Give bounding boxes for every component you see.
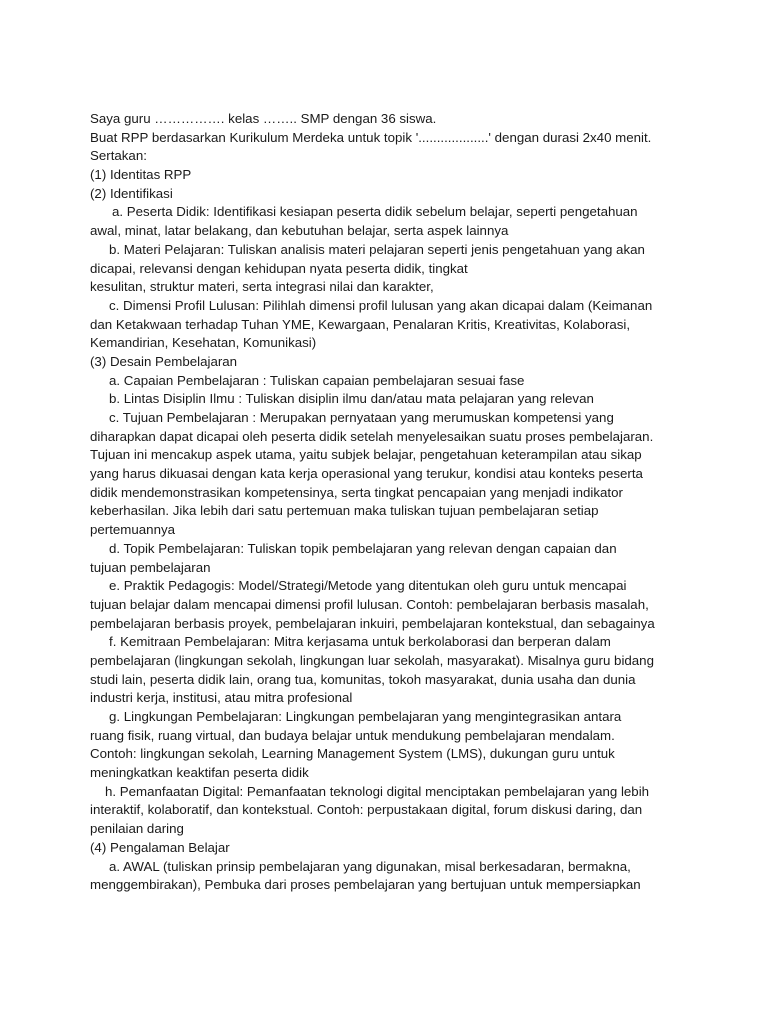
- text-line: awal, minat, latar belakang, dan kebutuhan belajar, serta aspek lainnya: [90, 223, 509, 239]
- list-item-line: g. Lingkungan Pembelajaran: Lingkungan pembelajaran yang mengintegrasikan antara: [109, 709, 622, 724]
- text-line: Contoh: lingkungan sekolah, Learning Management System (LMS), dukungan guru untuk: [90, 746, 615, 762]
- text-line: industri kerja, institusi, atau mitra profesional: [90, 690, 353, 706]
- document-body: [90, 110, 690, 895]
- list-item-line: b. Lintas Disiplin Ilmu : Tuliskan disiplin ilmu dan/atau mata pelajaran yang relevan: [109, 391, 594, 407]
- text-line: keberhasilan. Jika lebih dari satu pertemuan maka tuliskan tujuan pembelajaran setiap: [90, 503, 599, 519]
- text-line: didik mendemonstrasikan kompetensinya, serta tingkat pencapaian yang menjadi indikator: [90, 484, 623, 500]
- text-line: kesulitan, struktur materi, serta integrasi nilai dan karakter,: [90, 279, 434, 295]
- text-line: Buat RPP berdasarkan Kurikulum Merdeka untuk topik '...................' dengan durasi 2x40 menit.: [90, 129, 652, 145]
- text-line: pembelajaran berbasis proyek, pembelajaran inkuiri, pembelajaran kontekstual, dan sebagainya: [90, 615, 655, 631]
- list-item-line: d. Topik Pembelajaran: Tuliskan topik pembelajaran yang relevan dengan capaian dan: [109, 540, 617, 556]
- section-heading: (2) Identifikasi: [90, 185, 173, 201]
- text-line: interaktif, kolaboratif, dan kontekstual. Contoh: perpustakaan digital, forum diskusi daring, dan: [90, 802, 643, 818]
- text-line: diharapkan dapat dicapai oleh peserta didik setelah menyelesaikan suatu proses pembelajaran.: [90, 428, 654, 444]
- text-line: meningkatkan keaktifan peserta didik: [90, 765, 309, 781]
- section-heading: (3) Desain Pembelajaran: [90, 353, 238, 369]
- text-line: dan Ketakwaan terhadap Tuhan YME, Kewargaan, Penalaran Kritis, Kreativitas, Kolaborasi,: [90, 316, 631, 332]
- text-line: ruang fisik, ruang virtual, dan budaya belajar untuk mendukung pembelajaran mendalam.: [90, 727, 615, 743]
- list-item-line: c. Tujuan Pembelajaran : Merupakan pernyataan yang merumuskan kompetensi yang: [109, 410, 614, 425]
- text-line: menggembirakan), Pembuka dari proses pembelajaran yang bertujuan untuk mempersiapkan: [90, 877, 641, 893]
- text-line: pembelajaran (lingkungan sekolah, lingkungan luar sekolah, masyarakat). Misalnya guru bidang: [90, 652, 654, 668]
- text-line: penilaian daring: [90, 821, 184, 837]
- text-line: Saya guru ……………. kelas …….. SMP dengan 36 siswa.: [90, 111, 437, 126]
- list-item-line: a. AWAL (tuliskan prinsip pembelajaran yang digunakan, misal berkesadaran, bermakna,: [109, 858, 631, 874]
- list-item-line: c. Dimensi Profil Lulusan: Pilihlah dimensi profil lulusan yang akan dicapai dalam (Keimanan: [109, 297, 653, 313]
- text-line: yang harus dikuasai dengan kata kerja operasional yang terukur, kondisi atau konteks peserta: [90, 466, 643, 482]
- text-line: studi lain, peserta didik lain, orang tua, komunitas, tokoh masyarakat, dunia usaha dan dunia: [90, 671, 636, 687]
- text-line: Sertakan:: [90, 148, 147, 164]
- list-item-line: f. Kemitraan Pembelajaran: Mitra kerjasama untuk berkolaborasi dan berperan dalam: [109, 634, 611, 650]
- text-line: tujuan belajar dalam mencapai dimensi profil lulusan. Contoh: pembelajaran berbasis masalah,: [90, 596, 649, 612]
- list-item-line: h. Pemanfaatan Digital: Pemanfaatan teknologi digital menciptakan pembelajaran yang lebih: [105, 783, 650, 799]
- list-item-line: b. Materi Pelajaran: Tuliskan analisis materi pelajaran seperti jenis pengetahuan yang akan: [109, 241, 645, 257]
- text-line: dicapai, relevansi dengan kehidupan nyata peserta didik, tingkat: [90, 260, 468, 276]
- text-line: pertemuannya: [90, 522, 176, 538]
- text-line: tujuan pembelajaran: [90, 559, 211, 575]
- list-item-line: a. Peserta Didik: Identifikasi kesiapan peserta didik sebelum belajar, seperti pengetahuan: [112, 204, 638, 220]
- section-heading: (4) Pengalaman Belajar: [90, 839, 230, 855]
- list-item-line: a. Capaian Pembelajaran : Tuliskan capaian pembelajaran sesuai fase: [109, 372, 525, 388]
- section-heading: (1) Identitas RPP: [90, 167, 192, 183]
- text-line: Tujuan ini mencakup aspek utama, yaitu subjek belajar, pengetahuan keterampilan atau sikap: [90, 447, 642, 463]
- text-line: Kemandirian, Kesehatan, Komunikasi): [90, 335, 317, 351]
- list-item-line: e. Praktik Pedagogis: Model/Strategi/Metode yang ditentukan oleh guru untuk mencapai: [109, 578, 627, 594]
